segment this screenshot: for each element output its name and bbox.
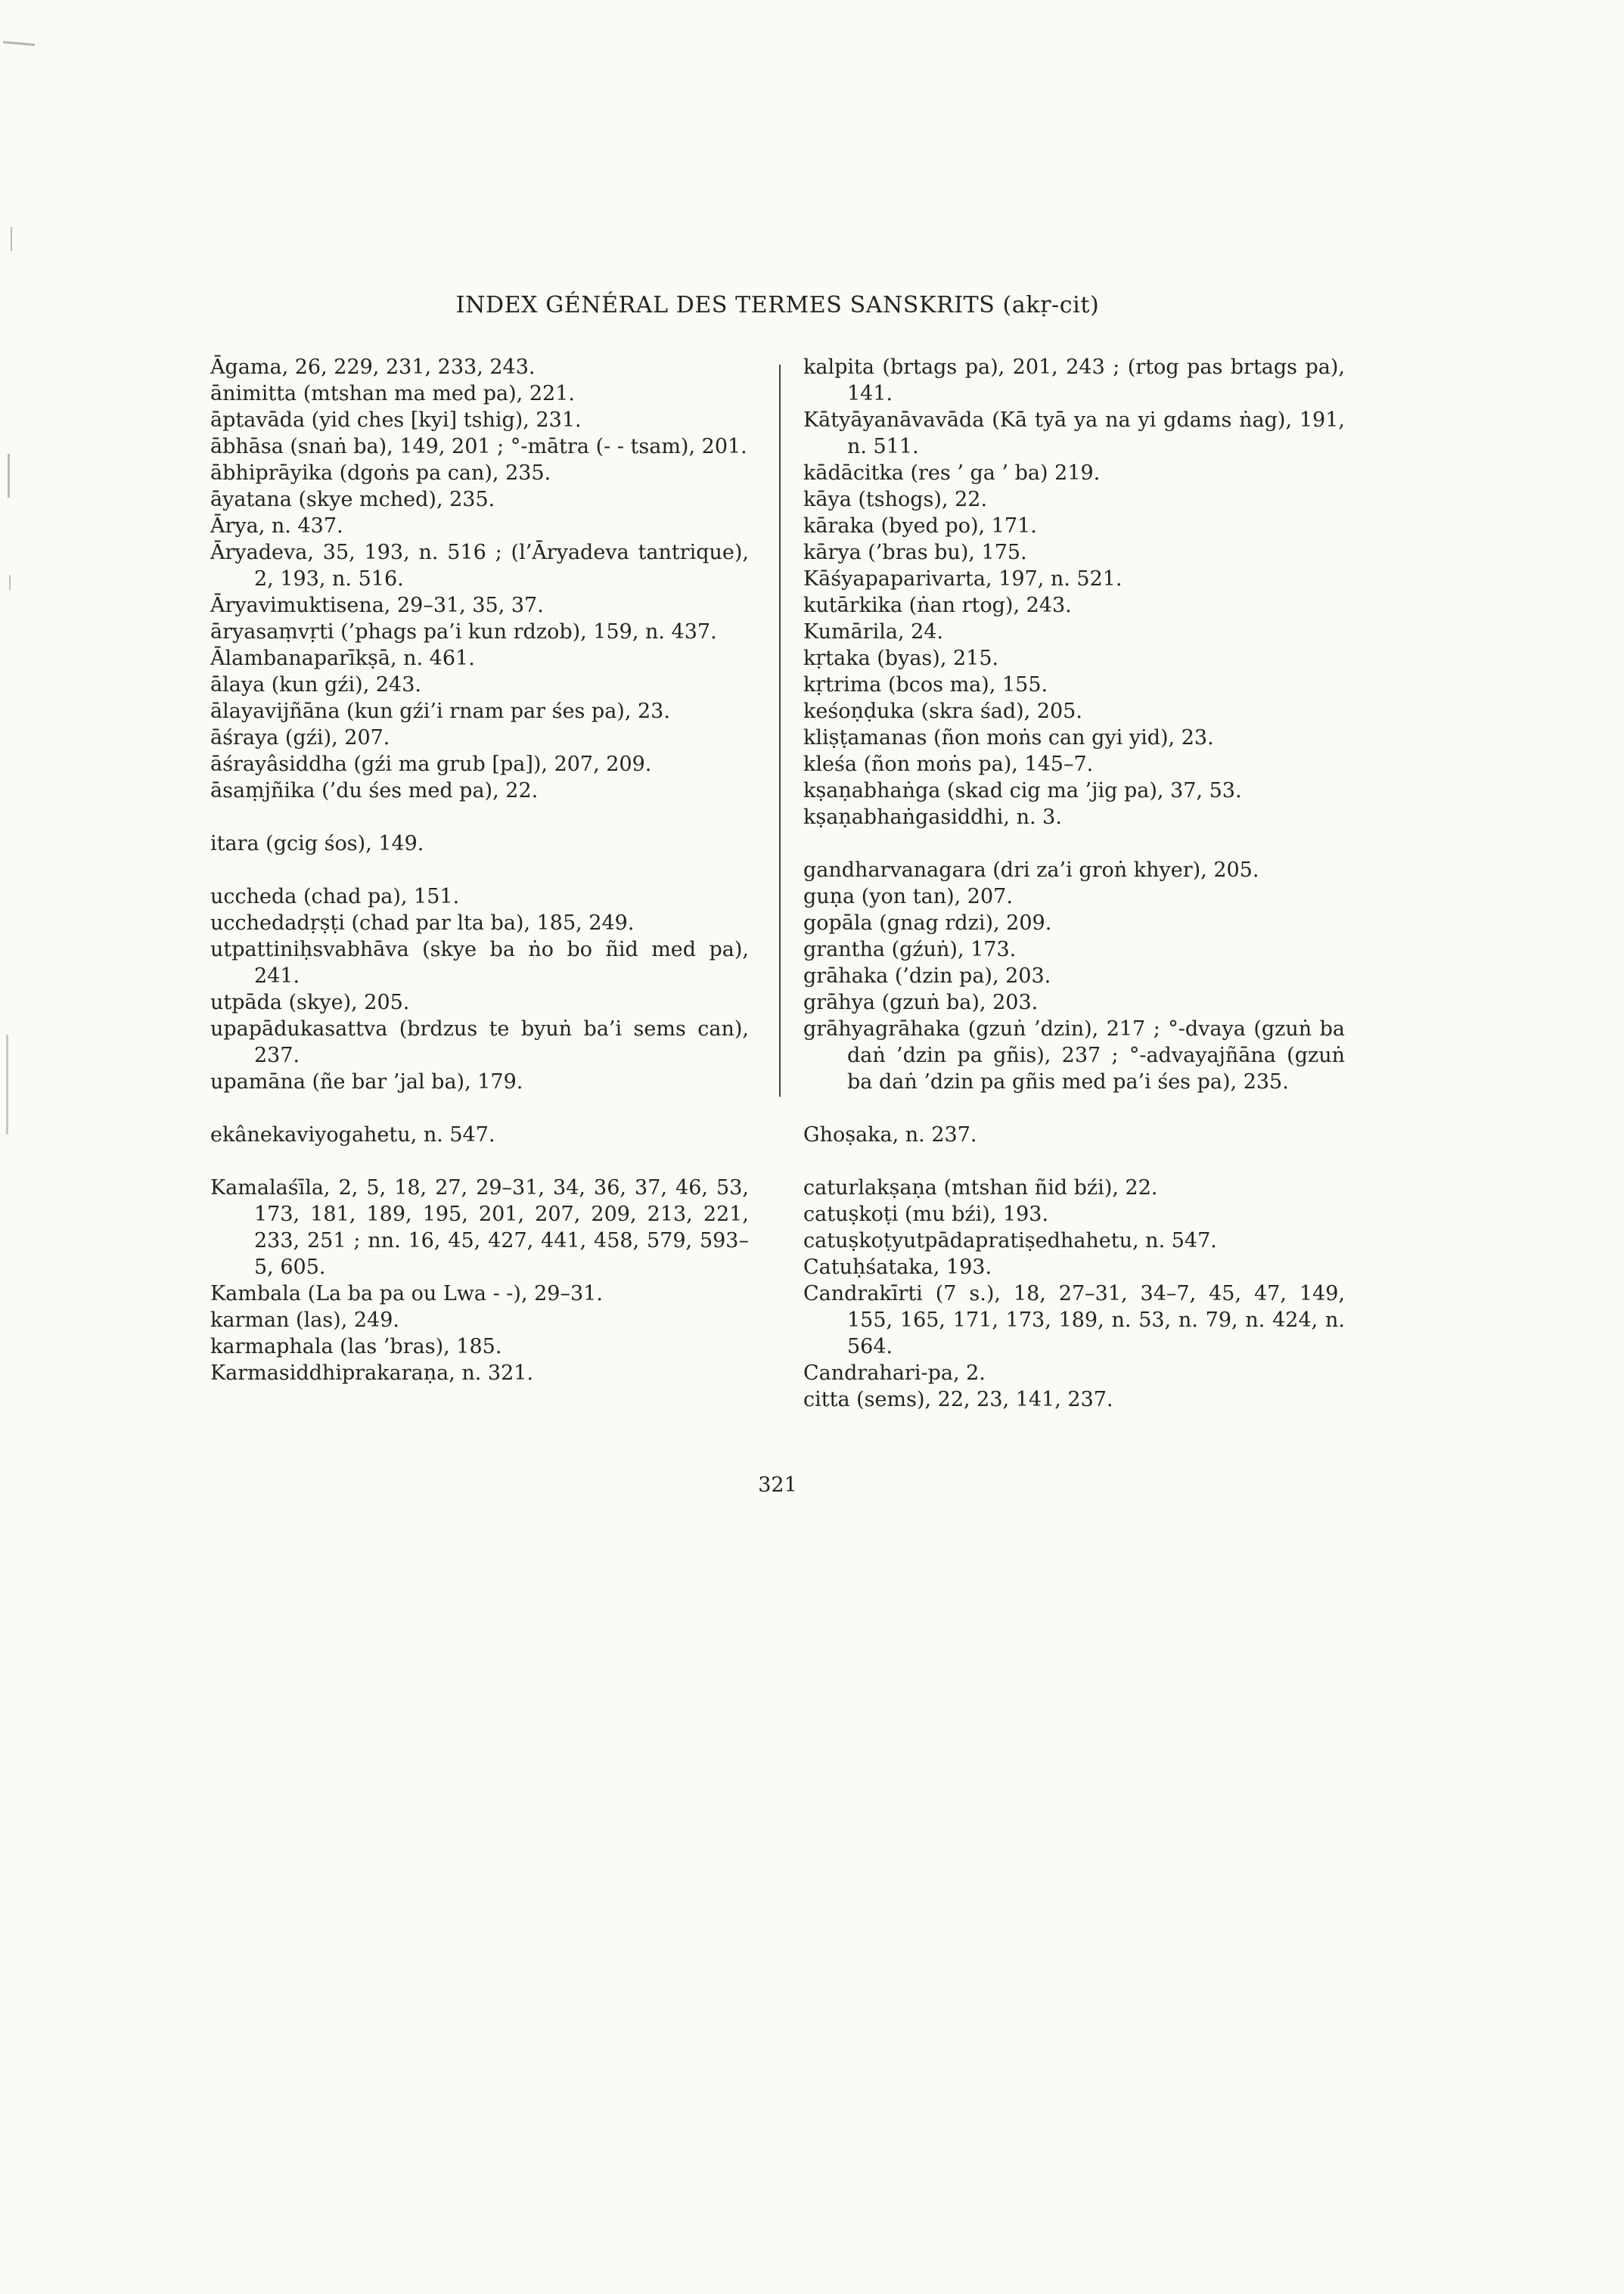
index-entry: keśoṇḍuka (skra śad), 205. [803, 700, 1082, 723]
index-entry: Ārya, n. 437. [210, 514, 343, 538]
index-entry: ālayavijñāna (kun gźi’i rnam par śes pa), 23. [210, 700, 670, 723]
index-group [210, 354, 749, 804]
index-column-left [210, 354, 749, 1386]
index-entry: Kāśyapaparivarta, 197, n. 521. [803, 567, 1123, 591]
index-entry: grantha (gźuṅ), 173. [803, 938, 1017, 961]
index-entry: Catuḥśataka, 193. [803, 1256, 992, 1279]
index-group [803, 354, 1345, 830]
index-entry: karman (las), 249. [210, 1308, 399, 1332]
index-entry: utpattiniḥsvabhāva (skye ba ṅo bo ñid med pa), 241. [210, 938, 749, 988]
index-entry: itara (gcig śos), 149. [210, 832, 424, 855]
scan-artifact [11, 227, 12, 251]
index-entry: kādācitka (res ’ ga ’ ba) 219. [803, 461, 1101, 485]
index-group [210, 883, 749, 1095]
index-entry: Karmasiddhiprakaraṇa, n. 321. [210, 1361, 534, 1385]
index-entry: guṇa (yon tan), 207. [803, 885, 1013, 908]
page-number: 321 [758, 1473, 797, 1497]
index-column-right [803, 354, 1345, 1413]
index-entry: Candrahari-pa, 2. [803, 1361, 986, 1385]
index-entry: utpāda (skye), 205. [210, 991, 410, 1014]
index-group [210, 830, 749, 857]
index-entry: āptavāda (yid ches [kyi] tshig), 231. [210, 408, 582, 432]
index-entry: ālaya (kun gźi), 243. [210, 673, 421, 697]
index-entry: kāya (tshogs), 22. [803, 488, 988, 511]
index-entry: kṛtaka (byas), 215. [803, 647, 999, 670]
index-entry: kṣaṇabhaṅgasiddhi, n. 3. [803, 806, 1062, 829]
index-entry: upapādukasattva (brdzus te byuṅ ba’i sems can), 237. [210, 1017, 749, 1067]
index-entry: Kambala (La ba pa ou Lwa - -), 29–31. [210, 1282, 603, 1305]
index-entry: Candrakīrti (7 s.), 18, 27–31, 34–7, 45, 47, 149, 155, 165, 171, 173, 189, n. 53, n. 79, n. 424, n. 564. [803, 1282, 1345, 1358]
index-entry: Kamalaśīla, 2, 5, 18, 27, 29–31, 34, 36, 37, 46, 53, 173, 181, 189, 195, 201, 207, 209, 213, 221, 233, 251 ; nn. 16, 45, 427, 441, 458, 579, 593–5, 605. [210, 1176, 749, 1279]
index-entry: kleśa (ñon moṅs pa), 145–7. [803, 753, 1094, 776]
index-entry: ābhiprāyika (dgoṅs pa can), 235. [210, 461, 551, 485]
index-entry: Ghoṣaka, n. 237. [803, 1123, 977, 1147]
index-entry: āśrayâsiddha (gźi ma grub [pa]), 207, 209. [210, 753, 652, 776]
index-entry: āśraya (gźi), 207. [210, 726, 390, 750]
index-entry: catuṣkoṭyutpādapratiṣedhahetu, n. 547. [803, 1229, 1217, 1253]
index-entry: ekânekaviyogahetu, n. 547. [210, 1123, 495, 1147]
scan-artifact [8, 454, 10, 498]
scan-artifact [6, 1035, 8, 1135]
scan-artifact [9, 575, 11, 590]
index-entry: gopāla (gnag rdzi), 209. [803, 911, 1052, 935]
index-entry: catuṣkoṭi (mu bźi), 193. [803, 1203, 1049, 1226]
index-entry: Āgama, 26, 229, 231, 233, 243. [210, 355, 536, 379]
index-group [803, 1122, 1345, 1148]
index-entry: āsaṃjñika (’du śes med pa), 22. [210, 779, 539, 802]
index-entry: kṛtrima (bcos ma), 155. [803, 673, 1048, 697]
column-divider-rule [779, 365, 781, 1097]
index-entry: grāhaka (’dzin pa), 203. [803, 964, 1051, 988]
index-entry: Āryadeva, 35, 193, n. 516 ; (l’Āryadeva tantrique), 2, 193, n. 516. [210, 541, 749, 591]
index-entry: uccheda (chad pa), 151. [210, 885, 460, 908]
index-entry: Ālambanaparīkṣā, n. 461. [210, 647, 475, 670]
index-entry: āryasaṃvṛti (’phags pa’i kun rdzob), 159, n. 437. [210, 620, 717, 644]
index-entry: Āryavimuktisena, 29–31, 35, 37. [210, 594, 544, 617]
index-entry: caturlakṣaṇa (mtshan ñid bźi), 22. [803, 1176, 1158, 1200]
index-entry: ābhāsa (snaṅ ba), 149, 201 ; °-mātra (- - tsam), 201. [210, 435, 747, 458]
index-entry: ucchedadṛṣṭi (chad par lta ba), 185, 249. [210, 911, 635, 935]
index-group [803, 1175, 1345, 1413]
index-entry: upamāna (ñe bar ’jal ba), 179. [210, 1070, 523, 1094]
index-entry: Kātyāyanāvavāda (Kā tyā ya na yi gdams ṅag), 191, n. 511. [803, 408, 1345, 458]
index-group [210, 1122, 749, 1148]
page-title: INDEX GÉNÉRAL DES TERMES SANSKRITS (akṛ-cit) [455, 292, 1100, 318]
scan-artifact [3, 41, 35, 46]
index-entry: kliṣṭamanas (ñon moṅs can gyi yid), 23. [803, 726, 1214, 750]
index-entry: kṣaṇabhaṅga (skad cig ma ’jig pa), 37, 53. [803, 779, 1242, 802]
index-entry: āyatana (skye mched), 235. [210, 488, 495, 511]
index-entry: kārya (’bras bu), 175. [803, 541, 1027, 564]
index-entry: ānimitta (mtshan ma med pa), 221. [210, 382, 575, 405]
index-entry: kutārkika (ṅan rtog), 243. [803, 594, 1072, 617]
index-group [210, 1175, 749, 1386]
index-entry: karmaphala (las ’bras), 185. [210, 1335, 502, 1358]
index-entry: citta (sems), 22, 23, 141, 237. [803, 1388, 1113, 1411]
index-entry: kalpita (brtags pa), 201, 243 ; (rtog pas brtags pa), 141. [803, 355, 1345, 405]
index-group [803, 857, 1345, 1095]
index-entry: Kumārila, 24. [803, 620, 944, 644]
index-entry: gandharvanagara (dri za’i groṅ khyer), 205. [803, 858, 1259, 882]
index-entry: grāhyagrāhaka (gzuṅ ’dzin), 217 ; °-dvaya (gzuṅ ba daṅ ’dzin pa gñis), 237 ; °-advayajñāna (gzuṅ ba daṅ ’dzin pa gñis med pa’i śes pa), 235. [803, 1017, 1345, 1094]
index-entry: kāraka (byed po), 171. [803, 514, 1037, 538]
index-entry: grāhya (gzuṅ ba), 203. [803, 991, 1039, 1014]
